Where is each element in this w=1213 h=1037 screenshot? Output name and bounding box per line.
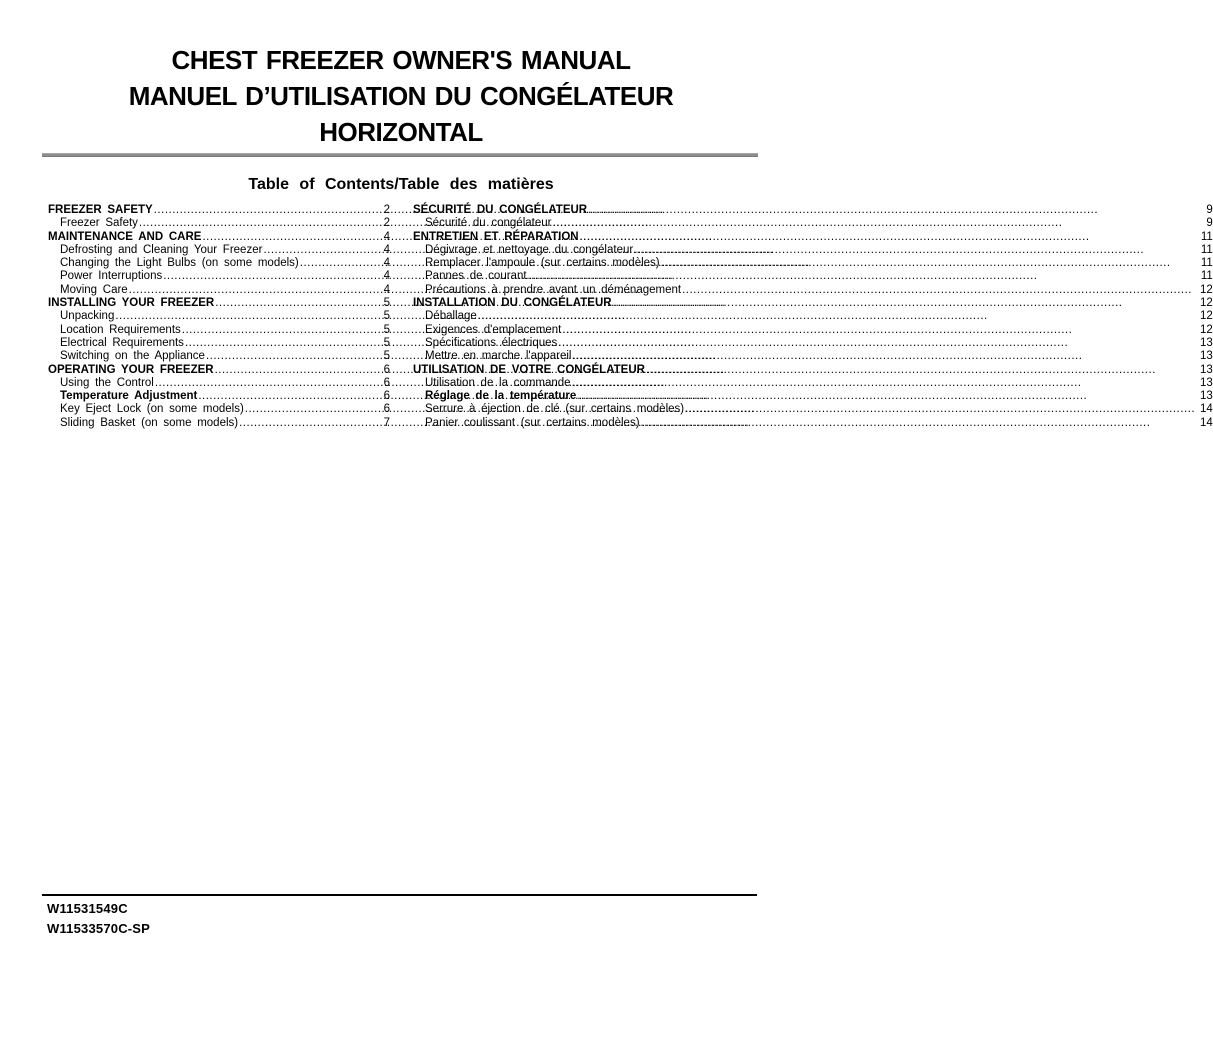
toc-entry: [48, 324, 390, 337]
toc-entry: [48, 231, 390, 244]
toc-leader-dots: [646, 364, 1195, 377]
toc-entry-label: Déballage: [425, 310, 477, 323]
toc-entry-label: SÉCURITÉ DU CONGÉLATEUR: [413, 204, 588, 216]
toc-entry-page: 11: [1200, 270, 1213, 283]
toc-entry-label: Location Requirements: [60, 323, 181, 336]
toc-entry: [413, 204, 1213, 217]
toc-entry: [413, 350, 1213, 363]
toc-left-column: [48, 204, 390, 430]
toc-entry-page: 5: [383, 310, 390, 323]
toc-leader-dots: [155, 377, 383, 390]
toc-entry-label: Freezer Safety: [60, 217, 138, 230]
toc-entry-label: Précautions à prendre avant un déménagement: [425, 283, 682, 296]
part-number: W11533570C-SP: [47, 920, 151, 936]
toc-entry-label: UTILISATION DE VOTRE CONGÉLATEUR: [413, 363, 645, 376]
toc-entry-label: Defrosting and Cleaning Your Freezer: [60, 243, 263, 256]
toc-entry-label: Serrure à éjection de clé (sur certains modèles): [425, 403, 685, 416]
toc-right-column: [413, 204, 1213, 430]
toc-entry: [413, 403, 1213, 416]
toc-entry-label: OPERATING YOUR FREEZER: [48, 363, 214, 376]
toc-entry-page: 4: [383, 283, 390, 296]
toc-entry-label: Power Interruptions: [60, 270, 163, 283]
toc-entry-page: 4: [383, 243, 390, 256]
toc-leader-dots: [163, 270, 382, 283]
toc-leader-dots: [198, 390, 382, 403]
toc-entry-page: 4: [383, 230, 390, 243]
toc-entry-page: 12: [1200, 297, 1213, 310]
toc-entry-page: 6: [383, 376, 390, 389]
toc-leader-dots: [580, 231, 1196, 244]
document-title-line: MANUEL D’UTILISATION DU CONGÉLATEUR: [128, 81, 674, 111]
toc-entry-label: Temperature Adjustment: [60, 390, 198, 403]
toc-entry-page: 11: [1200, 257, 1213, 270]
toc-entry-page: 9: [1206, 217, 1213, 230]
toc-leader-dots: [572, 350, 1195, 363]
toc-leader-dots: [572, 377, 1195, 390]
toc-entry: [413, 244, 1213, 257]
toc-leader-dots: [202, 231, 382, 244]
toc-heading: Table of Contents/Table des matières: [248, 176, 554, 193]
toc-entry: [48, 217, 390, 230]
toc-leader-dots: [558, 337, 1195, 350]
toc-entry: [48, 297, 390, 310]
toc-entry: [48, 337, 390, 350]
toc-entry-page: 13: [1200, 350, 1213, 363]
toc-entry: [413, 284, 1213, 297]
part-number: W11531549C: [47, 901, 128, 916]
toc-entry-page: 7: [383, 416, 390, 429]
toc-entry: [48, 403, 390, 416]
toc-leader-dots: [139, 217, 383, 230]
toc-entry-page: 12: [1200, 323, 1213, 336]
toc-entry-page: 13: [1200, 390, 1213, 403]
toc-leader-dots: [562, 324, 1195, 337]
toc-entry: [413, 364, 1213, 377]
document-title-line: CHEST FREEZER OWNER'S MANUAL: [171, 45, 631, 75]
toc-entry-page: 13: [1200, 336, 1213, 349]
toc-entry-page: 6: [383, 403, 390, 416]
toc-entry-page: 4: [383, 270, 390, 283]
toc-entry-page: 14: [1200, 416, 1213, 429]
toc-entry: [48, 270, 390, 283]
toc-entry: [413, 270, 1213, 283]
toc-entry: [48, 377, 390, 390]
title-divider-rule: [42, 153, 758, 157]
toc-entry-page: 5: [383, 323, 390, 336]
toc-entry-label: Spécifications électriques: [425, 336, 558, 349]
toc-entry-label: Pannes de courant: [425, 270, 527, 283]
toc-entry-label: Unpacking: [60, 310, 115, 323]
toc-entry: [48, 310, 390, 323]
toc-leader-dots: [577, 390, 1195, 403]
toc-leader-dots: [685, 403, 1195, 416]
toc-entry-label: Panier coulissant (sur certains modèles): [425, 416, 640, 429]
toc-entry-label: Réglage de la température: [425, 390, 577, 403]
toc-entry: [413, 297, 1213, 310]
toc-leader-dots: [661, 257, 1196, 270]
toc-leader-dots: [215, 364, 383, 377]
toc-entry: [48, 204, 390, 217]
toc-entry: [48, 284, 390, 297]
toc-entry: [413, 417, 1213, 430]
toc-entry-page: 12: [1200, 283, 1213, 296]
toc-entry: [413, 377, 1213, 390]
toc-entry-page: 4: [383, 257, 390, 270]
toc-entry: [48, 350, 390, 363]
toc-entry-page: 11: [1200, 243, 1213, 256]
toc-entry-page: 13: [1200, 376, 1213, 389]
toc-leader-dots: [206, 350, 383, 363]
toc-entry-label: Mettre en marche l'appareil: [425, 350, 572, 363]
toc-entry: [413, 390, 1213, 403]
toc-entry-page: 5: [383, 297, 390, 310]
toc-entry: [413, 257, 1213, 270]
toc-entry-label: FREEZER SAFETY: [48, 204, 153, 216]
toc-leader-dots: [588, 204, 1201, 217]
table-of-contents: [48, 204, 1213, 430]
toc-entry-label: Sliding Basket (on some models): [60, 416, 239, 429]
toc-leader-dots: [641, 417, 1196, 430]
toc-leader-dots: [154, 204, 383, 217]
toc-entry-page: 13: [1200, 363, 1213, 376]
toc-entry: [48, 244, 390, 257]
toc-leader-dots: [478, 310, 1195, 323]
toc-entry-label: INSTALLATION DU CONGÉLATEUR: [413, 297, 612, 310]
toc-entry: [48, 364, 390, 377]
toc-entry-page: 6: [383, 390, 390, 403]
toc-leader-dots: [682, 284, 1195, 297]
toc-entry-page: 2: [383, 217, 390, 230]
toc-entry: [413, 231, 1213, 244]
toc-entry-label: MAINTENANCE AND CARE: [48, 230, 202, 243]
toc-entry: [413, 337, 1213, 350]
footer-part-numbers: [47, 899, 150, 938]
toc-leader-dots: [185, 337, 383, 350]
toc-leader-dots: [263, 244, 382, 257]
toc-entry-label: Sécurité du congélateur: [425, 217, 552, 230]
toc-leader-dots: [115, 310, 382, 323]
toc-leader-dots: [182, 324, 383, 337]
toc-entry-page: 5: [383, 336, 390, 349]
toc-leader-dots: [129, 284, 383, 297]
toc-leader-dots: [528, 270, 1196, 283]
toc-entry-label: Using the Control: [60, 376, 154, 389]
toc-entry: [413, 217, 1213, 230]
toc-entry-label: Switching on the Appliance: [60, 350, 205, 363]
toc-leader-dots: [300, 257, 383, 270]
toc-entry-page: 14: [1200, 403, 1213, 416]
toc-entry: [48, 390, 390, 403]
toc-entry-label: Remplacer l'ampoule (sur certains modèles): [425, 257, 660, 270]
toc-leader-dots: [634, 244, 1196, 257]
toc-entry-label: Key Eject Lock (on some models): [60, 403, 244, 416]
toc-entry-page: 12: [1200, 310, 1213, 323]
toc-entry-label: Electrical Requirements: [60, 336, 184, 349]
toc-entry-label: Utilisation de la commande: [425, 376, 571, 389]
toc-entry: [48, 257, 390, 270]
document-title: [0, 42, 802, 150]
toc-entry-label: Dégivrage et nettoyage du congélateur: [425, 243, 634, 256]
toc-entry-label: ENTRETIEN ET RÉPARATION: [413, 230, 579, 243]
toc-entry: [48, 417, 390, 430]
footer-rule: [42, 894, 757, 896]
toc-entry-page: 5: [383, 350, 390, 363]
toc-entry-page: 9: [1206, 204, 1213, 216]
toc-leader-dots: [239, 417, 382, 430]
toc-entry-page: 6: [383, 363, 390, 376]
toc-leader-dots: [613, 297, 1195, 310]
toc-entry: [413, 324, 1213, 337]
toc-leader-dots: [215, 297, 382, 310]
toc-entry-label: INSTALLING YOUR FREEZER: [48, 297, 215, 310]
toc-entry: [413, 310, 1213, 323]
toc-entry-label: Exigences d'emplacement: [425, 323, 562, 336]
toc-entry-label: Changing the Light Bulbs (on some models): [60, 257, 299, 270]
toc-entry-page: 2: [383, 204, 390, 216]
toc-entry-label: Moving Care: [60, 283, 128, 296]
toc-entry-page: 11: [1200, 230, 1213, 243]
document-title-line: HORIZONTAL: [319, 117, 483, 147]
toc-leader-dots: [552, 217, 1201, 230]
toc-leader-dots: [245, 403, 383, 416]
